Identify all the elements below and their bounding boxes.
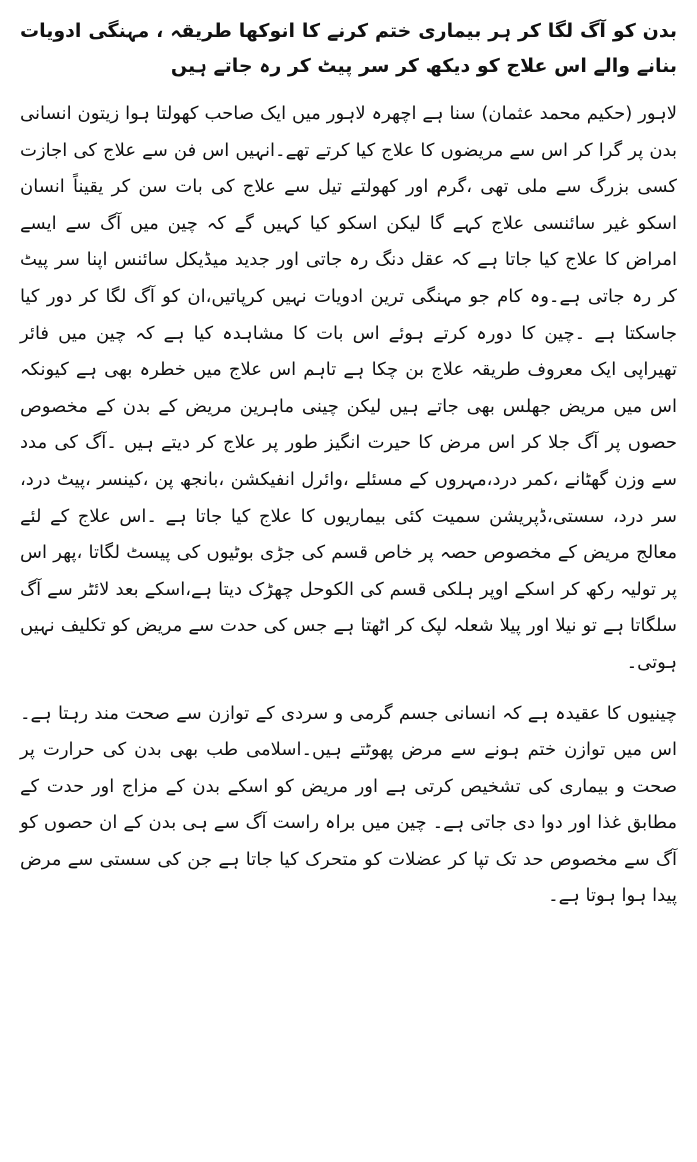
article-paragraph-1: لاہور (حکیم محمد عثمان) سنا ہے اچھرہ لاہور میں ایک صاحب کھولتا ہوا زیتون انسانی بدن پر گرا کر اس سے مریضوں کا علاج کیا کرتے تھے۔انہیں اس فن سے علاج کی اجازت کسی بزرگ سے ملی تھی ،گرم اور کھولتے تیل سے علاج کی بات سن کر یقیناً انسان اسکو غیر سائنسی علاج کہے گا لیکن اسکو کیا کہیں گے کہ چین میں آگ سے ایسے امراض کا علاج کیا جاتا ہے کہ عقل دنگ رہ جاتی اور جدید میڈیکل سائنس اپنا سر پیٹ کر رہ جاتی ہے۔وہ کام جو مہنگی ترین ادویات نہیں کرپاتیں،ان کو آگ لگا کر دور کیا جاسکتا ہے ۔چین کا دورہ کرتے ہوئے اس بات کا مشاہدہ کیا ہے کہ چین میں فائر تھیراپی ایک معروف طریقہ علاج بن چکا ہے تاہم اس علاج میں خطرہ بھی ہے کیونکہ اس میں مریض جھلس بھی جاتے ہیں لیکن چینی ماہرین مریض کے بدن کے مخصوص حصوں پر آگ جلا کر اس مرض کا حیرت انگیز طور پر علاج کر دیتے ہیں ۔آگ کی مدد سے وزن گھٹانے ،کمر درد،مہروں کے مسئلے ،وائرل انفیکشن ،بانجھ پن ،کینسر ،پیٹ درد، سر درد، سستی،ڈپریشن سمیت کئی بیماریوں کا علاج کیا جاتا ہے ۔اس علاج کے لئے معالج مریض کے مخصوص حصہ پر خاص قسم کی جڑی بوٹیوں کی پیسٹ لگاتا ،پھر اس پر تولیہ رکھ کر اسکے اوپر ہلکی قسم کی الکوحل چھڑک دیتا ہے،اسکے بعد لائٹر سے آگ سلگاتا ہے تو نیلا اور پیلا شعلہ لپک کر اٹھتا ہے جس کی حدت سے مریض کو تکلیف نہیں ہوتی۔ — [20, 103, 677, 673]
article-paragraph-2: چینیوں کا عقیدہ ہے کہ انسانی جسم گرمی و سردی کے توازن سے صحت مند رہتا ہے۔اس میں توازن ختم ہونے سے مرض پھوٹتے ہیں۔اسلامی طب بھی بدن کی حرارت پر صحت و بیماری کی تشخیص کرتی ہے اور مریض کو اسکے بدن کے مزاج اور حدت کے مطابق غذا اور دوا دی جاتی ہے۔ چین میں براہ راست آگ سے ہی بدن کے ان حصوں کو آگ سے مخصوص حد تک تپا کر عضلات کو متحرک کیا جاتا ہے جن کی سستی سے مرض پیدا ہوا ہوتا ہے۔ — [20, 702, 677, 907]
article-headline: بدن کو آگ لگا کر ہر بیماری ختم کرنے کا انوکھا طریقہ ، مہنگی ادویات بنانے والے اس علاج کو دیکھ کر سر پیٹ کر رہ جاتے ہیں — [20, 20, 677, 77]
